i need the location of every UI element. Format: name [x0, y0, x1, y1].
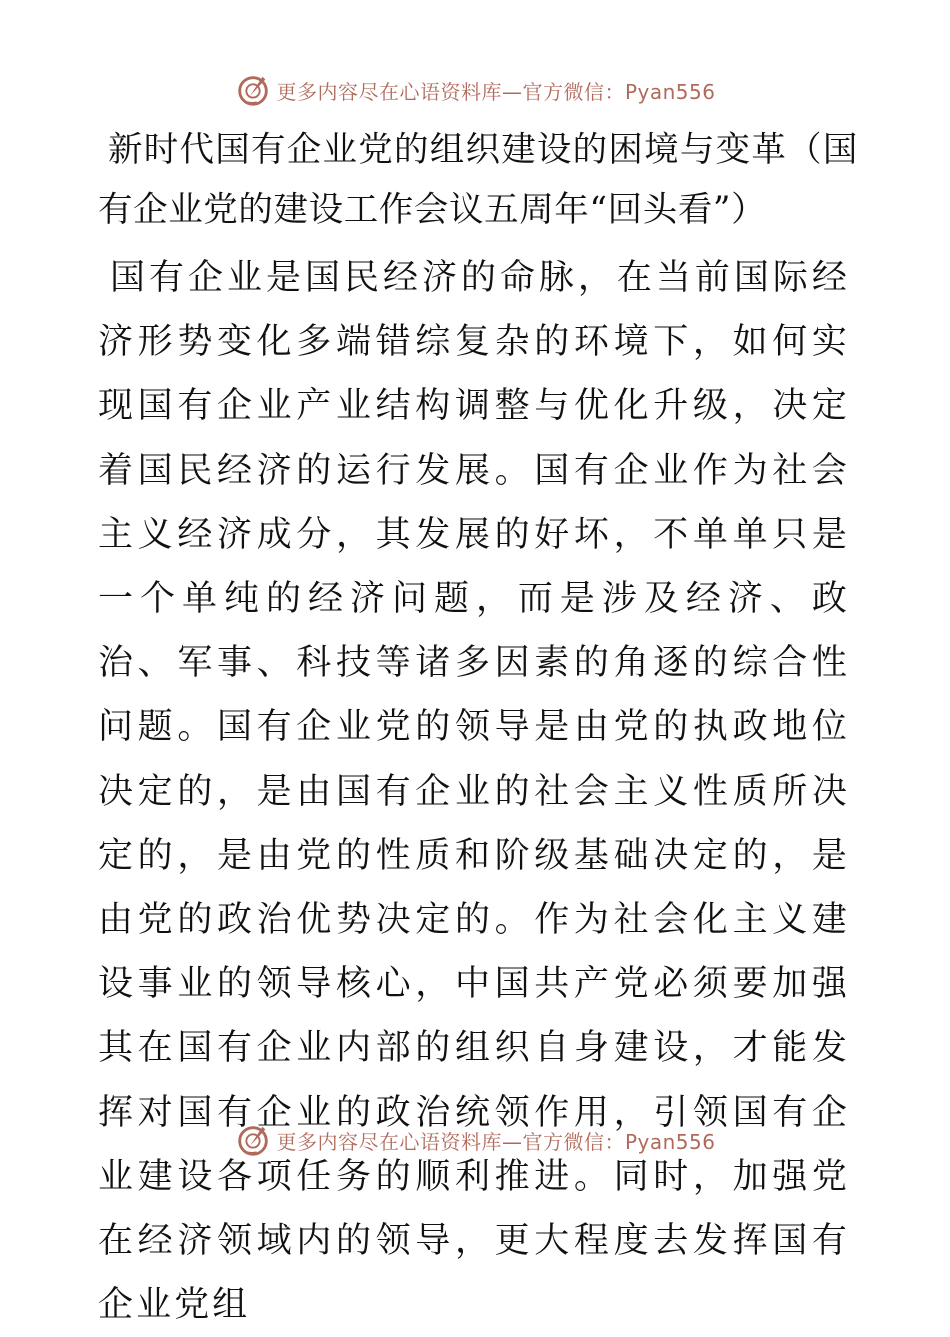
document-paragraph: 国有企业是国民经济的命脉，在当前国际经济形势变化多端错综复杂的环境下，如何实现国有企业产业结构调整与优化升级，决定着国民经济的运行发展。国有企业作为社会主义经济成分，其发展的好坏，不单单只是一个单纯的经济问题，而是涉及经济、政治、军事、科技等诸多因素的角逐的综合性问题。国有企业党的领导是由党的执政地位决定的，是由国有企业的社会主义性质所决定的，是由党的性质和阶级基础决定的，是由党的政治优势决定的。作为社会化主义建设事业的领导核心，中国共产党必须要加强其在国有企业内部的组织自身建设，才能发挥对国有企业的政治统领作用，引领国有企业建设各项任务的顺利推进。同时，加强党在经济领域内的领导，更大程度去发挥国有企业党组: [98, 258, 850, 1326]
document-title: 新时代国有企业党的组织建设的困境与变革（国有企业党的建设工作会议五周年“回头看”）: [98, 130, 858, 230]
footer-watermark: [0, 1120, 950, 1160]
header-watermark-text: 更多内容尽在心语资料库—官方微信：Pyan556: [276, 79, 716, 104]
footer-watermark-text: 更多内容尽在心语资料库—官方微信：Pyan556: [276, 1129, 716, 1154]
header-watermark: [0, 70, 950, 110]
quill-seal-icon: [234, 71, 272, 109]
quill-seal-icon: [234, 1121, 272, 1159]
